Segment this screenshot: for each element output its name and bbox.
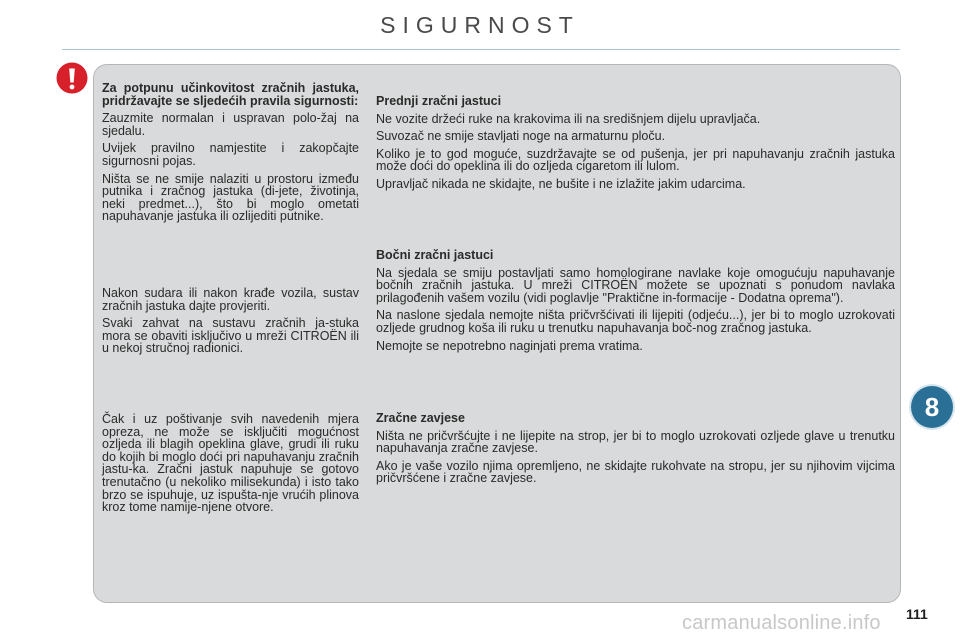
safety-rules-heading: Za potpunu učinkovitost zračnih jastuka, pridržavajte se sljedećih pravila sigurnosti: [102,81,359,108]
exclamation-warning-icon [56,62,88,94]
watermark: carmanualsonline.info [682,612,881,634]
front-airbags-section [376,95,895,196]
chapter-tab[interactable]: 8 [911,386,953,428]
paragraph-service-network: Svaki zahvat na sustavu zračnih ja-stuka mora se obaviti isključivo u mreži CITROËN ili u nekoj stručnoj radionici. [102,316,359,356]
paragraph-seat-backs: Na naslone sjedala nemojte ništa pričvršćivati ili lijepiti (odjeću...), jer bi to moglo uzrokovati ozljede grudnog koša ili ruku u trenutku napuhavanja boč-nog zračnog jastuka. [376,308,895,335]
paragraph-possible-injuries: Čak i uz poštivanje svih navedenih mjera opreza, ne može se isključiti mogućnost ozljeda ili blagih opeklina glave, grudi ili ruku do kojih bi moglo doći pri napuhavanju zračnih jastu-ka. Zračni jastuk napuhuje se gotovo trenutačno (u nekoliko milisekunda) i isto tako brzo se ispuhuje, uz ispušta-nje vrućih plinova kroz tome namije-njene otvore. [102,412,359,515]
paragraph-seating-position: Zauzmite normalan i uspravan polo-žaj na sjedalu. [102,111,359,138]
paragraph-no-smoking: Koliko je to god moguće, suzdržavajte se od pušenja, jer pri napuhavanju zračnih jastuka može doći do opeklina ili do ozljeda cigaretom ili lulom. [376,146,895,174]
paragraph-roof-attachments: Ništa ne pričvršćujte i ne lijepite na strop, jer bi to moglo uzrokovati ozljede glave u trenutku napuhavanja zračne zavjese. [376,428,895,456]
paragraph-steering-wheel-care: Upravljač nikada ne skidajte, ne bušite i ne izlažite jakim udarcima. [376,176,746,191]
front-airbags-heading: Prednji zračni jastuci [376,94,502,108]
curtain-airbags-section [376,412,895,490]
page-number: 111 [906,606,928,622]
paragraph-seat-covers: Na sjedala se smiju postavljati samo homologirane navlake koje omogućuju napuhavanje bočnih zračnih jastuka. U mreži CITROËN možete se upoznati s ponudom navlaka prilagođenih vašem vozilu (vidi poglavlje "Praktične in-formacije - Dodatna oprema"). [376,265,895,305]
paragraph-steering-wheel-hands: Ne vozite držeći ruke na krakovima ili na središnjem dijelu upravljača. [376,111,761,126]
side-airbags-section [376,249,895,357]
paragraph-passenger-feet: Suvozač ne smije stavljati noge na armaturnu ploču. [376,129,666,144]
paragraph-after-accident: Nakon sudara ili nakon krađe vozila, sustav zračnih jastuka dajte provjeriti. [102,286,359,313]
paragraph-seat-belt: Uvijek pravilno namjestite i zakopčajte sigurnosni pojas. [102,141,359,168]
title-divider [62,49,900,50]
paragraph-roof-grab-handles: Ako je vaše vozilo njima opremljeno, ne skidajte rukohvate na stropu, jer su njihovim vijcima pričvršćene i zračne zavjese. [376,458,895,486]
curtain-airbags-heading: Zračne zavjese [376,411,465,425]
injury-warning-block [102,413,359,519]
side-airbags-heading: Bočni zračni jastuci [376,248,494,262]
safety-rules-block [102,82,359,228]
paragraph-leaning-doors: Nemojte se nepotrebno naginjati prema vratima. [376,338,643,353]
page-title: SIGURNOST [380,12,580,38]
paragraph-nothing-between: Ništa se ne smije nalaziti u prostoru između putnika i zračnog jastuka (di-jete, životinja, neki predmet...), što bi moglo ometati napuhavanje jastuka ili ozlijediti putnike. [102,171,359,224]
inspection-block [102,287,359,360]
